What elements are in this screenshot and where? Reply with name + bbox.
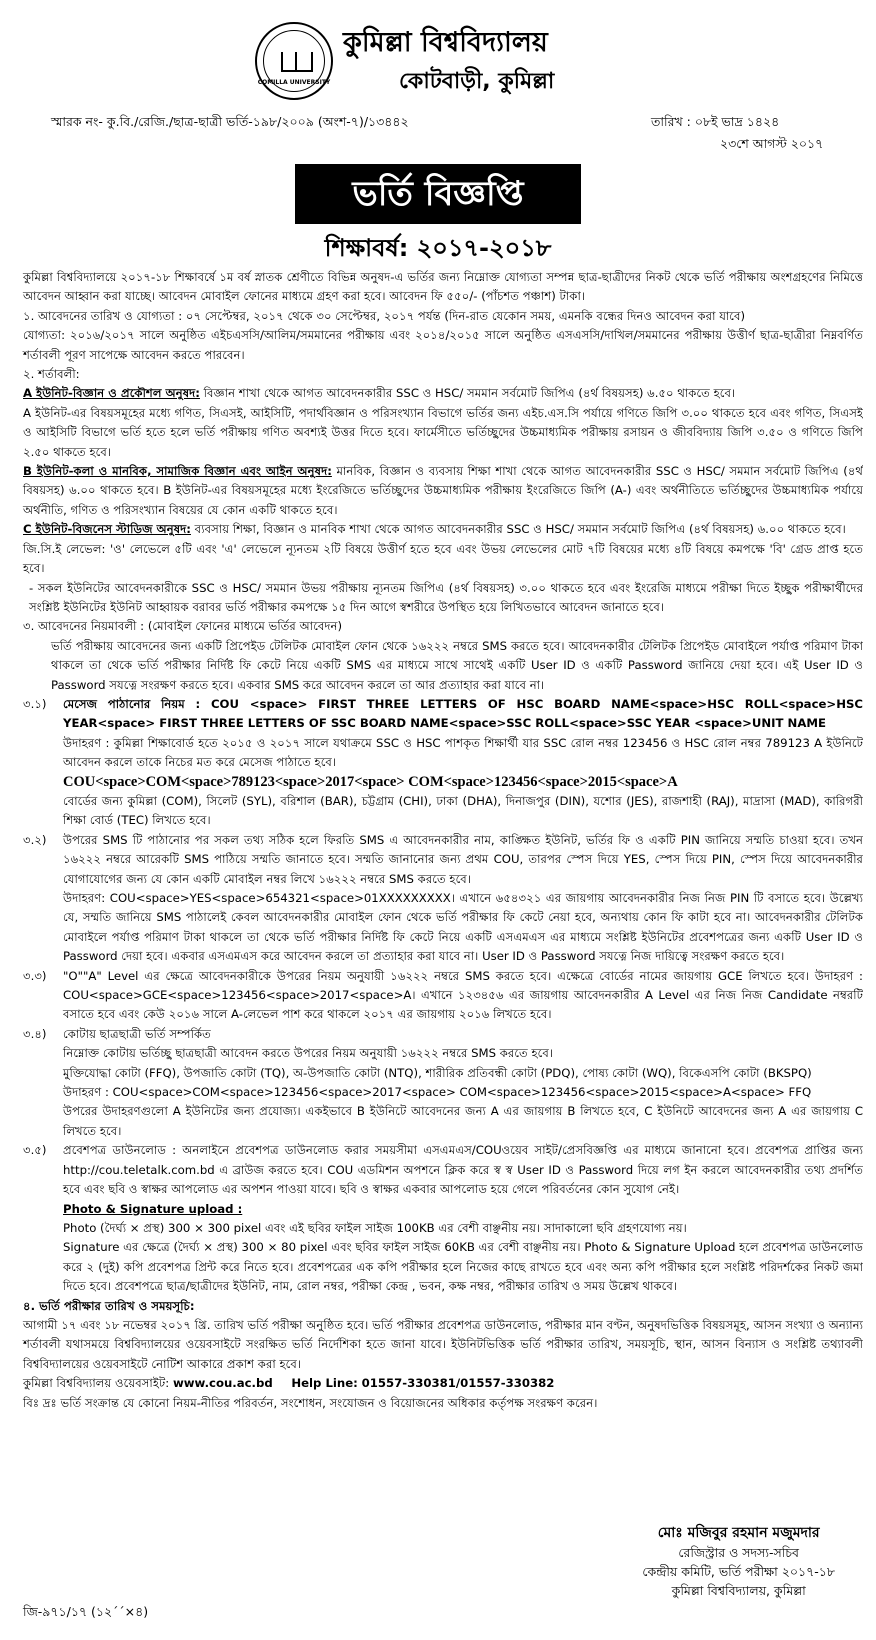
quota-heading: কোটায় ছাত্রছাত্রী ভর্তি সম্পর্কিত <box>63 1026 211 1041</box>
section-3-text: ভর্তি পরীক্ষায় আবেদনের জন্য একটি প্রিপেইড টেলিটক মোবাইল ফোন থেকে ১৬২২২ নম্বরে SMS করতে হবে। আবেদনকারীর টেলিটক প্রিপেইড মোবাইলে পর্যাপ্ত পরিমাণ টাকা থাকলে তা থেকে ভর্তি পরীক্ষার নির্দিষ্ট ফি কেটে নিয়ে একটি SMS এর মাধ্যমে সাথে সাথেই একটি User ID ও একটি Password জানিয়ে দেয়া হবে। এই User ID ও Password সযত্নে সংরক্ষণ করতে হবে। একবার SMS করে আবেদন করলে তা আর প্রত্যাহার করা যাবে না। <box>51 638 863 692</box>
section-2-heading: ২. শর্তাবলী: <box>23 367 80 382</box>
admit-card-download: প্রবেশপত্র ডাউনলোড : অনলাইনে প্রবেশপত্র ডাউনলোড করার সময়সীমা এসএমএস/COUওয়েব সাইট/প্রেসবিজ্ঞপ্তি এর মাধ্যমে জানানো হবে। প্রবেশপত্র প্রাপ্তির জন্য http://cou.teletalk.com.bd এ ব্রাউজ করতে হবে। COU এডমিশন অপশনে ক্লিক করে স্ব স্ব User ID ও Password দিয়ে লগ ইন করলে আবেদনকারীর তথ্য প্রদর্শিত হবে এবং ছবি ও স্বাক্ষর আপলোড এর অপশন পাওয়া যাবে। ছবি ও স্বাক্ষর একবার আপলোড হয়ে গেলে পরিবর্তনের কোন সুযোগ নেই। <box>63 1143 863 1197</box>
section-1: ১. আবেদনের তারিখ ও যোগ্যতা : ০৭ সেপ্টেম্বর, ২০১৭ থেকে ৩০ সেপ্টেম্বর, ২০১৭ পর্যন্ত (দিন-রাত যেকোন সময়, এমনকি বন্ধের দিনও আবেদন করা যাবে) <box>23 308 746 323</box>
sms-format: মেসেজ পাঠানোর নিয়ম : COU <space> FIRST THREE LETTERS OF HSC BOARD NAME<space>HSC ROLL<space>HSC YEAR<space> FIRST THREE LETTERS OF SSC BOARD NAME<space>SSC ROLL<space>SSC YEAR <space>UNIT NAME <box>63 696 863 731</box>
section-3-5: ৩.৫) প্রবেশপত্র ডাউনলোড : অনলাইনে প্রবেশপত্র ডাউনলোড করার সময়সীমা এসএমএস/COUওয়েব সাইট/প্রেসবিজ্ঞপ্তি এর মাধ্যমে জানানো হবে। প্রবেশপত্র প্রাপ্তির জন্য http://cou.teletalk.com.bd এ ব্রাউজ করতে হবে। COU এডমিশন অপশনে ক্লিক করে স্ব স্ব User ID ও Password দিয়ে লগ ইন করলে আবেদনকারীর তথ্য প্রদর্শিত হবে এবং ছবি ও স্বাক্ষর আপলোড এর অপশন পাওয়া যাবে। ছবি ও স্বাক্ষর একবার আপলোড হয়ে গেলে পরিবর্তনের কোন সুযোগ নেই। Photo & Signature upload : Photo (দৈর্ঘ্য × প্রস্থ) 300 × 300 pixel এবং এই ছবির ফাইল সাইজ 100KB এর বেশী বাঞ্ছনীয় নয়। সাদাকালো ছবি গ্রহণযোগ্য নয়। Signature এর ক্ষেত্রে (দৈর্ঘ্য × প্রস্থ) 300 × 80 pixel এবং ছবির ফাইল সাইজ 60KB এর বেশী বাঞ্ছনীয় নয়। Photo & Signature Upload হলে প্রবেশপত্র ডাউনলোড করে ২ (দুই) কপি প্রবেশপত্র প্রিন্ট করে নিতে হবে। প্রবেশপত্রের এক কপি পরীক্ষার হলে নিজের কাছে রাখতে হবে এবং অন্য কপি পরীক্ষার হলে সংশ্লিষ্ট পরিদর্শকের নিকট জমা দিতে হবে। প্রবেশপত্রে ছাত্র/ছাত্রীদের ইউনিট, নাম, রোল নম্বর, পরীক্ষা কেন্দ্র , ভবন, কক্ষ নম্বর, পরীক্ষার তারিখ ও সময় উল্লেখ থাকবে। <box>23 1141 863 1296</box>
gce-sms-text: "O""A" Level এর ক্ষেত্রে আবেদনকারীকে উপরের নিয়ম অনুযায়ী ১৬২২২ নম্বরে SMS করতে হবে। এক্ষেত্রে বোর্ডের নামের জায়গায় GCE লিখতে হবে। উদাহরণ : COU<space>GCE<space>123456<space>2017<space>A। এখানে ১২৩৪৫৬ এর জায়গায় আবেদনকারীর A Level এর নিজ নিজ Candidate নম্বরটি বসাতে হবে এবং কেউ ২০১৬ সালে A-লেভেল পাশ করে থাকলে ২০১৭ এর জায়গায় ২০১৬ লিখতে হবে। <box>63 968 863 1022</box>
reference-row <box>13 104 863 151</box>
university-seal-icon: COMILLA UNIVERSITY <box>255 22 333 100</box>
note: বিঃ দ্রঃ ভর্তি সংক্রান্ত যে কোনো নিয়ম-নীতির পরিবর্তন, সংশোধন, সংযোজন ও বিয়োজনের অধিকার কর্তৃপক্ষ সংরক্ষণ করেন। <box>23 1395 598 1410</box>
quota-text-1: নিম্নোক্ত কোটায় ভর্তিচ্ছু ছাত্রছাত্রী আবেদন করতে উপরের নিয়ম অনুযায়ী ১৬২২২ নম্বরে SMS করতে হবে। <box>63 1046 554 1061</box>
help-line: 01557-330381/01557-330382 <box>361 1376 555 1391</box>
footer-code: জি-৯৭১/১৭ (১২´´×৪) <box>23 1604 149 1619</box>
section-3-1: ৩.১) মেসেজ পাঠানোর নিয়ম : COU <space> FIRST THREE LETTERS OF HSC BOARD NAME<space>HSC ROLL<space>HSC YEAR<space> FIRST THREE LETTERS OF SSC BOARD NAME<space>SSC ROLL<space>SSC YEAR <space>UNIT NAME উদাহরণ : কুমিল্লা শিক্ষাবোর্ড হতে ২০১৫ ও ২০১৭ সালে যথাক্রমে SSC ও HSC পাশকৃত শিক্ষার্থী যার SSC রোল নম্বর 123456 ও HSC রোল নম্বর 789123 A ইউনিটে আবেদন করলে তাকে নিচের মত করে মেসেজ পাঠাতে হবে। COU<space>COM<space>789123<space>2017<space> COM<space>123456<space>2015<space>A বোর্ডের জন্য কুমিল্লা (COM), সিলেট (SYL), বরিশাল (BAR), চট্টগ্রাম (CHI), ঢাকা (DHA), দিনাজপুর (DIN), যশোর (JES), রাজশাহী (RAJ), মাদ্রাসা (MAD), কারিগরী শিক্ষা বোর্ড (TEC) লিখতে হবে। <box>23 695 863 831</box>
section-4-heading: ৪. ভর্তি পরীক্ষার তারিখ ও সময়সূচি: <box>23 1298 195 1313</box>
intro-paragraph: কুমিল্লা বিশ্ববিদ্যালয়ে ২০১৭-১৮ শিক্ষাবর্ষে ১ম বর্ষ স্নাতক শ্রেণীতে বিভিন্ন অনুষদ-এ ভর্তির জন্য নিম্নোক্ত যোগ্যতা সম্পন্ন ছাত্র-ছাত্রীদের নিকট থেকে ভর্তি পরীক্ষায় অংশগ্রহণের নিমিত্তে আবেদন আহ্বান করা যাচ্ছে। আবেদন মোবাইল ফোনের মাধ্যমে গ্রহণ করা হবে। আবেদন ফি ৫৫০/- (পাঁচশত পঞ্চাশ) টাকা। <box>23 270 863 304</box>
confirm-sms-text: উপরের SMS টি পাঠানোর পর সকল তথ্য সঠিক হলে ফিরতি SMS এ আবেদনকারীর নাম, কাঙ্ক্ষিত ইউনিট, ভর্তির ফি ও একটি PIN জানিয়ে সম্মতি চাওয়া হবে। তখন ১৬২২২ নম্বরে আরেকটি SMS পাঠিয়ে সম্মতি জানাতে হবে। সম্মতি জানানোর জন্য প্রথম COU, তারপর স্পেস দিয়ে YES, স্পেস দিয়ে PIN, স্পেস দিয়ে আবেদনকারীর যোগাযোগের জন্য যে কোন একটি মোবাইল নম্বর লিখে ১৬২২২ নম্বরে SMS করতে হবে। <box>63 832 863 886</box>
notice-title: ভর্তি বিজ্ঞপ্তি <box>295 164 581 224</box>
section-3-heading: ৩. আবেদনের নিয়মাবলী : (মোবাইল ফোনের মাধ্যমে ভর্তির আবেদন) <box>23 619 343 634</box>
contact-line: কুমিল্লা বিশ্ববিদ্যালয় ওয়েবসাইট: www.cou.ac.bd Help Line: 01557-330381/01557-330382 <box>23 1376 555 1391</box>
notice-body <box>13 268 863 1413</box>
quota-text-3: উপরের উদাহরণগুলো A ইউনিটের জন্য প্রযোজ্য। একইভাবে B ইউনিটে আবেদনের জন্য A এর জায়গায় B লিখতে হবে, C ইউনিটে আবেদনের জন্য A এর জায়গায় C লিখতে হবে। <box>63 1104 863 1138</box>
memo-number: স্মারক নং- কু.বি./রেজি./ছাত্র-ছাত্রী ভর্তি-১৯৮/২০০৯ (অংশ-৭)/১৩৪৪২ <box>51 114 409 129</box>
unit-a: A ইউনিট-বিজ্ঞান ও প্রকৌশল অনুষদ: বিজ্ঞান শাখা থেকে আগত আবেদনকারীর SSC ও HSC/ সমমান সর্বমোট জিপিএ (৪র্থ বিষয়সহ) ৬.৫০ থাকতে হবে। <box>23 386 736 401</box>
sms-example: COU<space>COM<space>789123<space>2017<space> COM<space>123456<space>2015<space>A <box>63 773 678 790</box>
unit-b: B ইউনিট-কলা ও মানবিক, সামাজিক বিজ্ঞান এবং আইন অনুষদ: মানবিক, বিজ্ঞান ও ব্যবসায় শিক্ষা শাখা থেকে আগত আবেদনকারীর SSC ও HSC/ সমমান সর্বমোট জিপিএ (৪র্থ বিষয়সহ) ৬.০০ থাকতে হবে। B ইউনিট-এর বিষয়সমূহের মধ্যে ইংরেজিতে ভর্তিচ্ছুদের উচ্চমাধ্যমিক পরীক্ষায় ইংরেজিতে জিপি (A-) এবং অর্থনীতিতে ভর্তিচ্ছুদের উচ্চমাধ্যমিক পর্যায়ে অর্থনীতি, গণিত ও পরিসংখ্যান বিষয়ের যে কোন একটি থাকতে হবে। <box>23 464 863 517</box>
signature-block: মোঃ মজিবুর রহমান মজুমদার রেজিস্ট্রার ও সদস্য-সচিব কেন্দ্রীয় কমিটি, ভর্তি পরীক্ষা ২০১৭-১৮ কুমিল্লা বিশ্ববিদ্যালয়, কুমিল্লা <box>642 1525 835 1598</box>
quota-list: মুক্তিযোদ্ধা কোটা (FFQ), উপজাতি কোটা (TQ), অ-উপজাতি কোটা (NTQ), শারীরিক প্রতিবন্ধী কোটা (PDQ), পোষ্য কোটা (WQ), বিকেএসপি কোটা (BKSPQ) <box>63 1065 812 1080</box>
board-codes: বোর্ডের জন্য কুমিল্লা (COM), সিলেট (SYL), বরিশাল (BAR), চট্টগ্রাম (CHI), ঢাকা (DHA), দিনাজপুর (DIN), যশোর (JES), রাজশাহী (RAJ), মাদ্রাসা (MAD), কারিগরী শিক্ষা বোর্ড (TEC) লিখতে হবে। <box>63 793 863 828</box>
photo-spec: Photo (দৈর্ঘ্য × প্রস্থ) 300 × 300 pixel এবং এই ছবির ফাইল সাইজ 100KB এর বেশী বাঞ্ছনীয় নয়। সাদাকালো ছবি গ্রহণযোগ্য নয়। <box>63 1220 687 1235</box>
sms-example-text: উদাহরণ : কুমিল্লা শিক্ষাবোর্ড হতে ২০১৫ ও ২০১৭ সালে যথাক্রমে SSC ও HSC পাশকৃত শিক্ষার্থী যার SSC রোল নম্বর 123456 ও HSC রোল নম্বর 789123 A ইউনিটে আবেদন করলে তাকে নিচের মত করে মেসেজ পাঠাতে হবে। <box>63 735 863 770</box>
general-condition: - সকল ইউনিটের আবেদনকারীকে SSC ও HSC/ সমমান উভয় পরীক্ষায় ন্যূনতম জিপিএ (৪র্থ বিষয়সহ) ৩.০০ থাকতে হবে এবং ইংরেজি মাধ্যমে পরীক্ষা দিতে ইচ্ছুক পরীক্ষার্থীদের সংশ্লিষ্ট ইউনিটের ইউনিট আহ্বায়ক বরাবর ভর্তি পরীক্ষার কমপক্ষে ১৫ দিন আগে স্বশরীরে উপস্থিত হয়ে লিখিতভাবে আবেদন জানাতে হবে। <box>29 580 863 614</box>
academic-session: শিক্ষাবর্ষ: ২০১৭-২০১৮ <box>324 234 552 262</box>
section-3-3: ৩.৩) "O""A" Level এর ক্ষেত্রে আবেদনকারীকে উপরের নিয়ম অনুযায়ী ১৬২২২ নম্বরে SMS করতে হবে। এক্ষেত্রে বোর্ডের নামের জায়গায় GCE লিখতে হবে। উদাহরণ : COU<space>GCE<space>123456<space>2017<space>A। এখানে ১২৩৪৫৬ এর জায়গায় আবেদনকারীর A Level এর নিজ নিজ Candidate নম্বরটি বসাতে হবে এবং কেউ ২০১৬ সালে A-লেভেল পাশ করে থাকলে ২০১৭ এর জায়গায় ২০১৬ লিখতে হবে। <box>23 967 863 1025</box>
quota-example: উদাহরণ : COU<space>COM<space>123456<space>2017<space> COM<space>123456<space>2015<space>A<space> FFQ <box>63 1085 812 1100</box>
unit-a-details: A ইউনিট-এর বিষয়সমূহের মধ্যে গণিত, সিএসই, আইসিটি, পদার্থবিজ্ঞান ও পরিসংখ্যান বিভাগে ভর্তির জন্য এইচ.এস.সি পর্যায়ে গণিতে জিপি ৩.০০ থাকতে হবে এবং গণিত, সিএসই ও আইসিটি বিভাগে ভর্তি হতে হলে ভর্তি পরীক্ষায় গণিত অবশ্যই উত্তর দিতে হবে। ফার্মেসীতে ভর্তিচ্ছুদের উচ্চমাধ্যমিক পরীক্ষায় রসায়ন ও জীববিদ্যায় জিপি ৩.৫০ ও গণিতে জিপি ২.৫০ থাকতে হবে। <box>23 405 863 459</box>
gce-level: জি.সি.ই লেভেল: 'ও' লেভেলে ৫টি এবং 'এ' লেভেলে ন্যূনতম ২টি বিষয়ে উত্তীর্ণ হতে হবে এবং উভয় লেভেলের মোট ৭টি বিষয়ের মধ্যে ৪টি বিষয়ে কমপক্ষে 'বি' গ্রেড প্রাপ্ত হতে হবে। <box>23 541 863 576</box>
section-3-4: ৩.৪) কোটায় ছাত্রছাত্রী ভর্তি সম্পর্কিত নিম্নোক্ত কোটায় ভর্তিচ্ছু ছাত্রছাত্রী আবেদন করতে উপরের নিয়ম অনুযায়ী ১৬২২২ নম্বরে SMS করতে হবে। মুক্তিযোদ্ধা কোটা (FFQ), উপজাতি কোটা (TQ), অ-উপজাতি কোটা (NTQ), শারীরিক প্রতিবন্ধী কোটা (PDQ), পোষ্য কোটা (WQ), বিকেএসপি কোটা (BKSPQ) উদাহরণ : COU<space>COM<space>123456<space>2017<space> COM<space>123456<space>2015<space>A<space> FFQ উপরের উদাহরণগুলো A ইউনিটের জন্য প্রযোজ্য। একইভাবে B ইউনিটে আবেদনের জন্য A এর জায়গায় B লিখতে হবে, C ইউনিটে আবেদনের জন্য A এর জায়গায় C লিখতে হবে। <box>23 1025 863 1141</box>
confirm-sms-example: উদাহরণ: COU<space>YES<space>654321<space>01XXXXXXXXX। এখানে ৬৫৪৩২১ এর জায়গায় আবেদনকারীর নিজ নিজ PIN টি বসাতে হবে। উল্লেখ্য যে, সম্মতি জানিয়ে SMS পাঠালেই কেবল আবেদনকারীর মোবাইল ফোন থেকে ভর্তি পরীক্ষার ফি কেটে নেয়া হবে, অন্যথায় কোন ফি কাটা হবে না। আবেদনকারীর টেলিটক মোবাইলে পর্যাপ্ত পরিমাণ টাকা থাকলে তা থেকে ভর্তি পরীক্ষার নির্দিষ্ট ফি কেটে নিয়ে একটি এসএমএস এর মাধ্যমে সংশ্লিষ্ট ইউনিটের প্রবেশপত্রের জন্য একটি User ID ও Password দেয়া হবে। একবার এসএমএস করে আবেদন করলে তা প্রত্যাহার করা যাবে না। User ID ও Password সযত্নে নিজ দায়িত্বে সংরক্ষণ করতে হবে। <box>63 891 863 964</box>
university-name: কুমিল্লা বিশ্ববিদ্যালয় <box>343 27 548 58</box>
date-bangla: তারিখ : ০৮ই ভাদ্র ১৪২৪ <box>651 114 780 129</box>
unit-c: C ইউনিট-বিজনেস স্টাডিজ অনুষদ: ব্যবসায় শিক্ষা, বিজ্ঞান ও মানবিক শাখা থেকে আগত আবেদনকারীর SSC ও HSC/ সমমান সর্বমোট জিপিএ (৪র্থ বিষয়সহ) ৬.০০ থাকতে হবে। <box>23 522 846 537</box>
letterhead <box>13 8 863 104</box>
university-address: কোটবাড়ী, কুমিল্লা <box>399 69 555 94</box>
admission-notice <box>13 8 863 1624</box>
website-link[interactable]: www.cou.ac.bd <box>172 1376 273 1391</box>
date-english: ২৩শে আগস্ট ২০১৭ <box>720 136 824 151</box>
upload-heading: Photo & Signature upload : <box>63 1201 243 1216</box>
section-3-2: ৩.২) উপরের SMS টি পাঠানোর পর সকল তথ্য সঠিক হলে ফিরতি SMS এ আবেদনকারীর নাম, কাঙ্ক্ষিত ইউনিট, ভর্তির ফি ও একটি PIN জানিয়ে সম্মতি চাওয়া হবে। তখন ১৬২২২ নম্বরে আরেকটি SMS পাঠিয়ে সম্মতি জানাতে হবে। সম্মতি জানানোর জন্য প্রথম COU, তারপর স্পেস দিয়ে YES, স্পেস দিয়ে PIN, স্পেস দিয়ে আবেদনকারীর যোগাযোগের জন্য যে কোন একটি মোবাইল নম্বর লিখে ১৬২২২ নম্বরে SMS করতে হবে। উদাহরণ: COU<space>YES<space>654321<space>01XXXXXXXXX। এখানে ৬৫৪৩২১ এর জায়গায় আবেদনকারীর নিজ নিজ PIN টি বসাতে হবে। উল্লেখ্য যে, সম্মতি জানিয়ে SMS পাঠালেই কেবল আবেদনকারীর মোবাইল ফোন থেকে ভর্তি পরীক্ষার ফি কেটে নেয়া হবে, অন্যথায় কোন ফি কাটা হবে না। আবেদনকারীর টেলিটক মোবাইলে পর্যাপ্ত পরিমাণ টাকা থাকলে তা থেকে ভর্তি পরীক্ষার নির্দিষ্ট ফি কেটে নিয়ে একটি এসএমএস এর মাধ্যমে সংশ্লিষ্ট ইউনিটের প্রবেশপত্রের জন্য একটি User ID ও Password দেয়া হবে। একবার এসএমএস করে আবেদন করলে তা প্রত্যাহার করা যাবে না। User ID ও Password সযত্নে নিজ দায়িত্বে সংরক্ষণ করতে হবে। <box>23 831 863 967</box>
signature-spec: Signature এর ক্ষেত্রে (দৈর্ঘ্য × প্রস্থ) 300 × 80 pixel এবং ছবির ফাইল সাইজ 60KB এর বেশী বাঞ্ছনীয় নয়। Photo & Signature Upload হলে প্রবেশপত্র ডাউনলোড করে ২ (দুই) কপি প্রবেশপত্র প্রিন্ট করে নিতে হবে। প্রবেশপত্রের এক কপি পরীক্ষার হলে নিজের কাছে রাখতে হবে এবং অন্য কপি পরীক্ষার হলে সংশ্লিষ্ট পরিদর্শকের নিকট জমা দিতে হবে। প্রবেশপত্রে ছাত্র/ছাত্রীদের ইউনিট, নাম, রোল নম্বর, পরীক্ষা কেন্দ্র , ভবন, কক্ষ নম্বর, পরীক্ষার তারিখ ও সময় উল্লেখ থাকবে। <box>63 1240 863 1294</box>
eligibility-paragraph: যোগ্যতা: ২০১৬/২০১৭ সালে অনুষ্ঠিত এইচএসসি/আলিম/সমমানের পরীক্ষায় এবং ২০১৪/২০১৫ সালে অনুষ্ঠিত এসএসসি/দাখিল/সমমানের পরীক্ষায় উত্তীর্ণ ছাত্র-ছাত্রীরা নিম্নবর্ণিত শর্তাবলী পূরণ সাপেক্ষে আবেদন করতে পারবেন। <box>23 328 863 362</box>
section-4-text: আগামী ১৭ এবং ১৮ নভেম্বর ২০১৭ খ্রি. তারিখ ভর্তি পরীক্ষা অনুষ্ঠিত হবে। ভর্তি পরীক্ষার প্রবেশপত্র ডাউনলোড, পরীক্ষার মান বণ্টন, অনুষদভিত্তিক বিষয়সমূহ, আসন সংখ্যা ও অন্যান্য শর্তাবলী যথাসময়ে বিশ্ববিদ্যালয়ের ওয়েবসাইটে সংরক্ষিত ভর্তি নির্দেশিকা হতে জানা যাবে। ইউনিটভিত্তিক ভর্তি পরীক্ষার তারিখ, সময়সূচি, স্থান, আসন বিন্যাস ও সংশ্লিষ্ট তথ্যাবলী বিশ্ববিদ্যালয়ের ওয়েবসাইটে নোটিশ আকারে প্রকাশ করা হবে। <box>23 1317 863 1371</box>
